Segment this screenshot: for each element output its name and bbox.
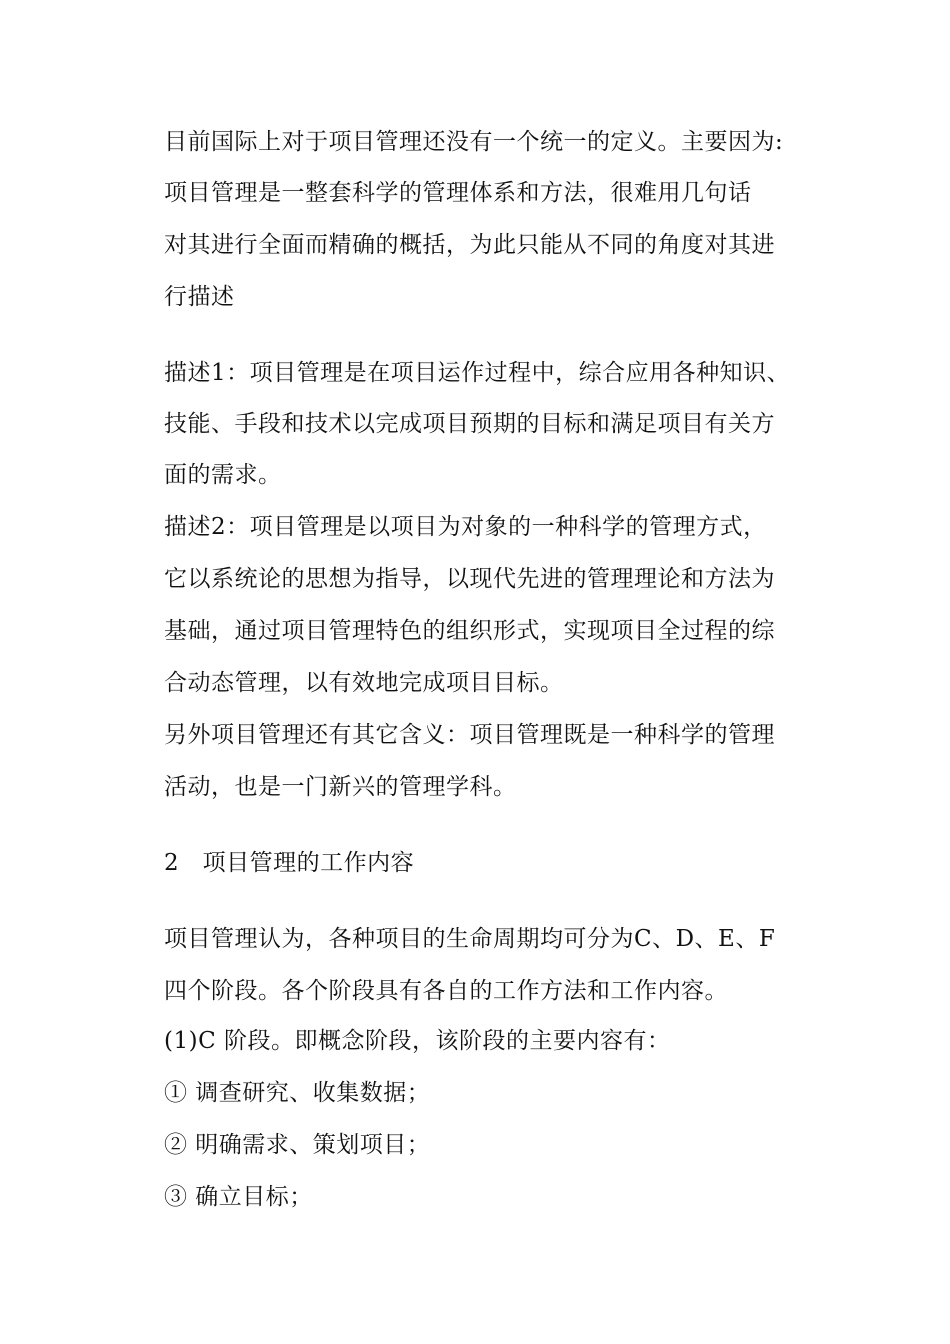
- intro-line-1: 目前国际上对于项目管理还没有一个统一的定义。主要因为:: [164, 129, 784, 155]
- description1-line-3: 面的需求。: [164, 462, 282, 488]
- phases-intro-line-1: 项目管理认为，各种项目的生命周期均可分为C、D、E、F: [164, 926, 776, 952]
- phases-intro-line-2: 四个阶段。各个阶段具有各自的工作方法和工作内容。: [164, 978, 728, 1004]
- description1-line-2: 技能、手段和技术以完成项目预期的目标和满足项目有关方: [164, 411, 775, 437]
- description2-line-1: 描述2：项目管理是以项目为对象的一种科学的管理方式，: [164, 514, 767, 540]
- phase-c-item-1: ① 调查研究、收集数据；: [164, 1080, 431, 1106]
- other-meaning-line-1: 另外项目管理还有其它含义：项目管理既是一种科学的管理: [164, 722, 775, 748]
- phase-c-heading: (1)C 阶段。即概念阶段，该阶段的主要内容有：: [164, 1028, 671, 1054]
- intro-line-4: 行描述: [164, 284, 235, 310]
- intro-line-3: 对其进行全面而精确的概括，为此只能从不同的角度对其进: [164, 232, 775, 258]
- phase-c-item-2: ② 明确需求、策划项目；: [164, 1132, 431, 1158]
- other-meaning-line-2: 活动，也是一门新兴的管理学科。: [164, 774, 517, 800]
- description2-line-2: 它以系统论的思想为指导，以现代先进的管理理论和方法为: [164, 566, 775, 592]
- description1-line-1: 描述1：项目管理是在项目运作过程中，综合应用各种知识、: [164, 360, 791, 386]
- description2-line-3: 基础，通过项目管理特色的组织形式，实现项目全过程的综: [164, 618, 775, 644]
- phase-c-item-3: ③ 确立目标；: [164, 1184, 313, 1210]
- intro-line-2: 项目管理是一整套科学的管理体系和方法，很难用几句话: [164, 180, 752, 206]
- description2-line-4: 合动态管理，以有效地完成项目目标。: [164, 670, 564, 696]
- section-heading: 2 项目管理的工作内容: [164, 850, 415, 876]
